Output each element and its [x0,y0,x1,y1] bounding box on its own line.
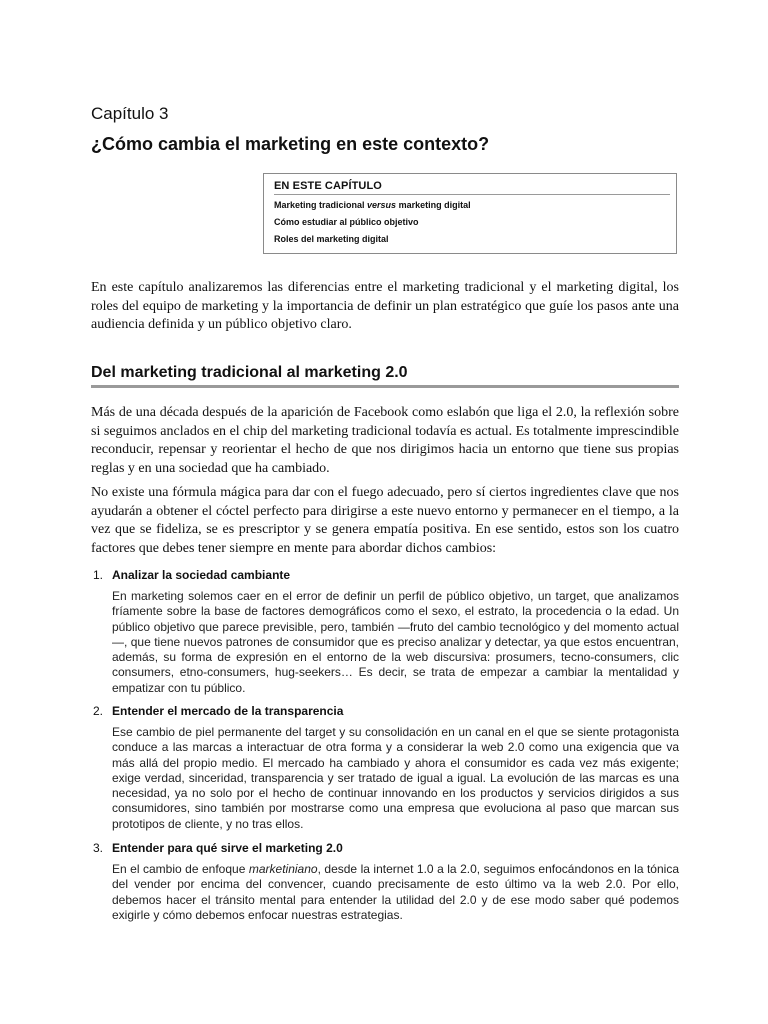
chapter-label: Capítulo 3 [91,104,169,123]
list-body-3-em: marketiniano [248,862,318,876]
section-heading: Del marketing tradicional al marketing 2.0 [91,364,408,381]
chapter-contents-box [263,173,677,254]
list-body-1: En marketing solemos caer en el error de definir un perfil de público objetivo, un target, que analizamos fríamente sobre la base de factores demográficos como el sexo, el estrato, la procedencia o la edad. Un público objetivo que parece previsible, pero, también —fruto del cambio tecnológico y del momento actual—, que tiene nuevos patrones de consumidor que es preciso analizar y detectar, ya que estos encuentran, además, su forma de expresión en el entorno de la web discursiva: prosumers, tecno-consumers, clic consumers, etno-consumers, hug-seekers… Es decir, se trata de empezar a cambiar la mentalidad y empatizar con tu público. [112,589,679,695]
box-heading: EN ESTE CAPÍTULO [274,180,670,195]
box-item-marketing-tradicional [274,200,471,210]
box-item-publico-objetivo: Cómo estudiar al público objetivo [274,217,419,227]
section-divider [91,385,679,388]
list-title-2: Entender el mercado de la transparencia [112,704,344,718]
list-number-2: 2. [93,704,104,718]
box-item-1-em: versus [367,200,397,210]
list-number-1: 1. [93,568,104,582]
list-body-2: Ese cambio de piel permanente del target y su consolidación en un canal en el que se siente protagonista conduce a las marcas a interactuar de otra forma y a considerar la web 2.0 como una exigencia que va más allá del propio medio. El mercado ha cambiado y ahora el consumidor es cada vez más exigente; exige verdad, sinceridad, transparencia y ser tratado de igual a igual. La evolución de las marcas es una necesidad, ya no solo por el hecho de continuar innovando en los productos y servicios dirigidos a sus consumidores, sino también por mostrarse como una empresa que evoluciona al paso que marcan sus prototipos de cliente, y no tras ellos. [112,725,679,831]
list-body-3-post: , desde la internet 1.0 a la 2.0, seguimos enfocándonos en la tónica del vender por encima del convencer, cuando precisamente de esto último va la web 2.0. Por ello, debemos hacer el tránsito mental para entender la utilidad del 2.0 y de ese modo saber qué podemos exigirle y cómo debemos enfocar nuestras estrategias. [112,862,679,922]
chapter-title: ¿Cómo cambia el marketing en este contexto? [91,134,490,154]
box-item-1-pre: Marketing tradicional [274,200,368,210]
list-title-1: Analizar la sociedad cambiante [112,568,291,582]
box-item-roles: Roles del marketing digital [274,234,389,244]
list-number-3: 3. [93,841,104,855]
list-title-3: Entender para qué sirve el marketing 2.0 [112,841,343,855]
box-item-1-post: marketing digital [396,200,471,210]
list-body-3-pre: En el cambio de enfoque [112,862,249,876]
list-body-3 [112,862,679,923]
section-paragraph-2: No existe una fórmula mágica para dar con el fuego adecuado, pero sí ciertos ingredientes clave que nos ayudarán a obtener el cóctel perfecto para dirigirse a este nuevo entorno y permanecer en el tiempo, a la vez que se fideliza, se es prescriptor y se genera empatía positiva. En ese sentido, estos son los cuatro factores que debes tener siempre en mente para abordar dichos cambios: [91,485,679,556]
section-paragraph-1: Más de una década después de la aparición de Facebook como eslabón que liga el 2.0, la reflexión sobre si seguimos anclados en el chip del marketing tradicional todavía es actual. Es totalmente imprescindible reconducir, repensar y reorientar el hecho de que nos dirigimos hacia un entorno que tiene sus propias reglas y en una sociedad que ha cambiado. [91,405,679,476]
intro-paragraph: En este capítulo analizaremos las diferencias entre el marketing tradicional y el marketing digital, los roles del equipo de marketing y la importancia de definir un plan estratégico que guíe los pasos ante una audiencia definida y un público objetivo claro. [91,280,679,332]
